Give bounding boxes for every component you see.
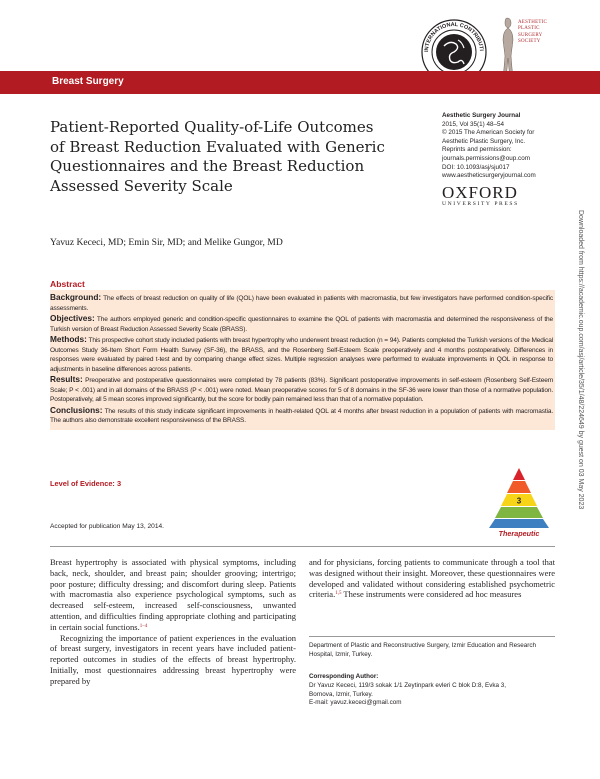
journal-line[interactable]: journals.permissions@oup.com: [442, 154, 530, 162]
publisher-name: OXFORD: [442, 183, 518, 202]
journal-line: Aesthetic Surgery Journal: [442, 112, 521, 119]
corresponding-line: Bornova, Izmir, Turkey.: [309, 690, 373, 698]
journal-line: DOI: 10.1093/asj/sju017: [442, 163, 510, 171]
section-label: Breast Surgery: [52, 76, 124, 87]
pyramid-tier-5: [489, 519, 549, 528]
journal-line[interactable]: www.aestheticsurgeryjournal.com: [442, 172, 536, 180]
corresponding-email[interactable]: E-mail: yavuz.kececi@gmail.com: [309, 699, 402, 707]
accepted-date: Accepted for publication May 13, 2014.: [50, 523, 164, 530]
journal-line: © 2015 The American Society for: [442, 129, 535, 137]
oxford-logo: [442, 183, 562, 207]
abstract-methods: [50, 335, 553, 374]
abstract-background: [50, 293, 553, 313]
paragraph: [50, 557, 296, 633]
section-bar: [0, 71, 600, 94]
abstract-results: [50, 375, 553, 405]
abstract-heading: Abstract: [50, 279, 85, 289]
asaps-text: AESTHETIC PLASTIC SURGERY SOCIETY: [518, 20, 548, 45]
abstract-text: The effects of breast reduction on quality of life (QOL) have been evaluated in patients with macromastia, but few investigators have performed condition-specific assessments.: [50, 295, 553, 312]
abstract-label: Methods:: [50, 334, 87, 344]
journal-line: 2015, Vol 35(1) 48–54: [442, 120, 504, 128]
abstract-label: Conclusions:: [50, 404, 103, 415]
download-notice: Downloaded from https://academic.oup.com/asj/article/35/1/48/224649 by guest on 03 May 2023: [577, 210, 584, 510]
corresponding-heading: Corresponding Author:: [309, 673, 379, 680]
abstract-label: Background:: [50, 292, 102, 302]
journal-info: [442, 112, 592, 181]
pyramid-tier-2: [507, 481, 531, 493]
body-column-2: [309, 557, 555, 600]
journal-line: Reprints and permission:: [442, 146, 512, 154]
affiliation: Department of Plastic and Reconstructive Surgery, Izmir Education and Research Hospital, Izmir, Turkey.: [309, 642, 537, 658]
seal-text: INTERNATIONAL CONTRIBUTI: [423, 21, 484, 53]
article-title: Patient-Reported Quality-of-Life Outcomes of Breast Reduction Evaluated with Generic Questionnaires and the Breast Reduction Assessed Severity Scale: [50, 118, 385, 195]
body-column-1: [50, 557, 296, 687]
abstract-text: Preoperative and postoperative questionnaires were completed by 78 patients (83%). Significant postoperative improvements in self-esteem (Rosenberg Self-Esteem Scale; P < .001) and in all domains of the BRASS (P < .001) were noted. Mean preoperative scores for 5 of 8 domains in the SF-36 were lower than those of a normative population. Postoperatively, all 5 mean scores improved significantly, but the score for bodily pain remained less than that of a normative population.: [50, 377, 553, 403]
abstract-text: This prospective cohort study included patients with breast hypertrophy who underwent breast reduction (n = 94). Patients completed the Turkish versions of the Medical Outcomes Study 36-Item Short Form Health Survey (SF-36), the BRASS, and the Rosenberg Self-Esteem Scale preoperatively and 4 months postoperatively. Differences in responses were evaluated by paired t-test and by comparing change effect sizes. Multiple regression analyses were performed to evaluate improvements in QOL in response to adjustments in baseline differences across patients.: [50, 337, 553, 373]
publisher-sub: UNIVERSITY PRESS: [442, 201, 519, 207]
paragraph-text: These instruments were considered ad hoc measures: [341, 589, 522, 600]
corresponding-author: [309, 673, 555, 708]
abstract-text: The results of this study indicate significant improvements in health-related QOL at 4 months after breast reduction in a population of patients with macromastia. The authors also demonstrate excellent responsiveness of the BRASS.: [50, 407, 553, 424]
citation[interactable]: 1–4: [139, 623, 148, 629]
footnote-divider: [309, 636, 555, 637]
abstract-box: [50, 290, 555, 430]
divider: [50, 546, 555, 547]
journal-line: Aesthetic Plastic Surgery, Inc.: [442, 137, 526, 145]
level-of-evidence: Level of Evidence: 3: [50, 479, 122, 488]
pyramid-tier-4: [495, 507, 543, 518]
abstract-objectives: [50, 314, 553, 334]
pyramid-label: Therapeutic: [498, 529, 540, 538]
citation[interactable]: 1,5: [335, 591, 342, 597]
corresponding-line: Dr Yavuz Kececi, 119/3 sokak 1/1 Zeytinpark evleri C blok D:8, Evka 3,: [309, 681, 507, 689]
paragraph-text: and for physicians, forcing patients to communicate through a tool that was designed without their insight. Moreover, these questionnaires were developed and validated without considering established psychometric criteria.: [309, 557, 555, 600]
pyramid-tier-1: [513, 468, 525, 480]
abstract-label: Objectives:: [50, 313, 95, 323]
pyramid-level: 3: [516, 496, 522, 506]
author-list: Yavuz Kececi, MD; Emin Sir, MD; and Melike Gungor, MD: [50, 237, 283, 248]
paragraph-text: Breast hypertrophy is associated with physical symptoms, including back, neck, shoulder, and breast pain; shoulder grooving; intertrigo; poor posture; difficulty dressing; and discomfort during sleep. Patients with macromastia also experience psychological symptoms, such as decreased self-esteem, increased self-consciousness, unwanted attention, and difficulties finding appropriate clothing and participating in certain social functions.: [50, 557, 296, 632]
evidence-pyramid: [487, 466, 551, 536]
abstract-text: The authors employed generic and condition-specific questionnaires to examine the QOL of patients with macromastia and determined the responsiveness of the Turkish version of Breast Reduction Assessed Severity Scale (BRASS).: [50, 316, 553, 333]
paragraph: Recognizing the importance of patient experiences in the evaluation of breast surgery, investigators in recent years have included patient-reported outcomes in studies of the effects of breast hypertrophy. Initially, most questionnaires addressing breast hypertrophy were prepared by: [50, 632, 296, 686]
abstract-label: Results:: [50, 374, 83, 384]
abstract-conclusions: [50, 406, 553, 426]
